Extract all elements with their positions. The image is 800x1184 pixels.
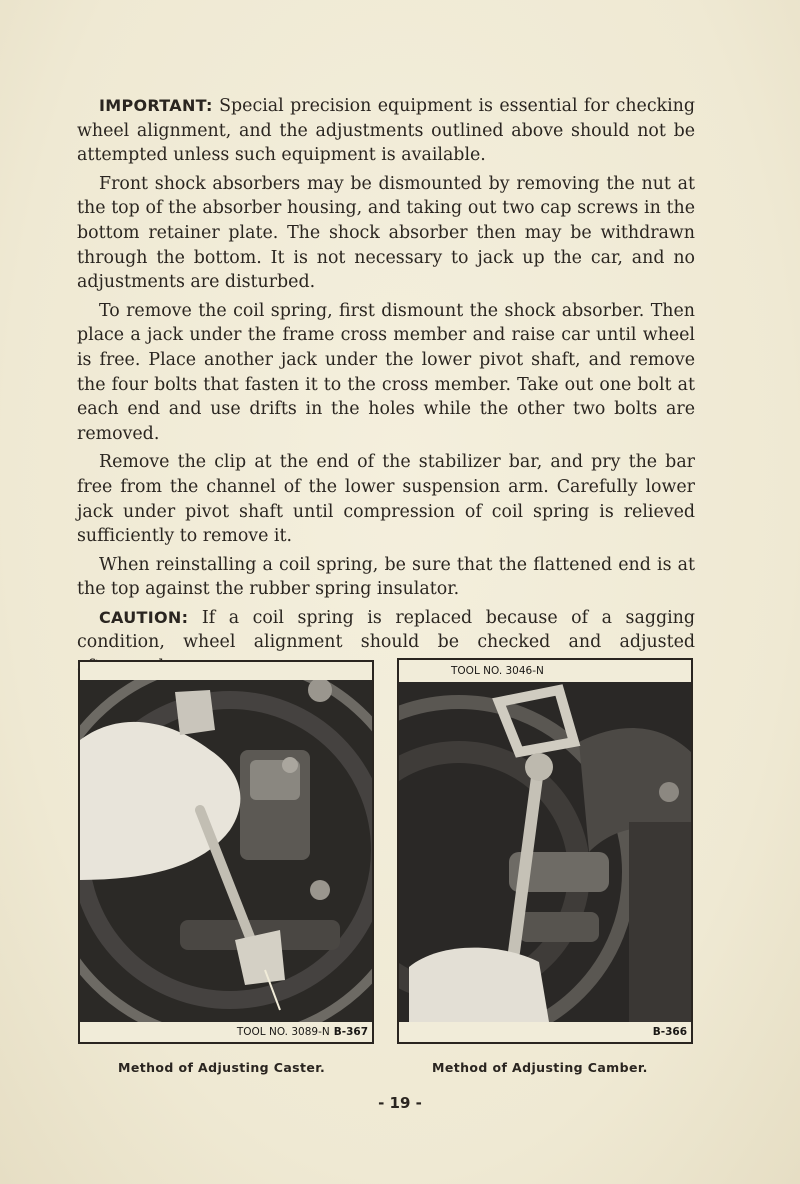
important-text: Special precision equipment is essential for checking wheel alignment, and the adjustments outlined above should not be attempted unless such equipment is available. [77, 96, 695, 166]
caster-caption: Method of Adjusting Caster. [118, 1060, 326, 1075]
important-label: IMPORTANT: [99, 96, 213, 115]
caster-illustration [80, 680, 372, 1022]
camber-caption: Method of Adjusting Camber. [432, 1060, 648, 1075]
caster-tool-label: TOOL NO. 3089-N [236, 1026, 330, 1038]
page-number: - 19 - [378, 1094, 422, 1112]
camber-figure-code: B-366 [652, 1026, 687, 1038]
paragraph-coil-spring-removal: To remove the coil spring, first dismount the shock absorber. Then place a jack under the frame cross member and raise car until wheel is free. Place another jack under the lower pivot shaft, and remove the four bolts that fasten it to the cross member. Take out one bolt at each end and use drifts in the holes while the other two bolts are removed. [77, 300, 695, 444]
caster-figure-code: B-367 [333, 1026, 368, 1038]
paragraph-shock-absorbers: Front shock absorbers may be dismounted by removing the nut at the top of the absorber housing, and taking out two cap screws in the bottom retainer plate. The shock absorber then may be withdrawn through the bottom. It is not necessary to jack up the car, and no adjustments are disturbed. [77, 173, 695, 293]
camber-photo [399, 682, 691, 1022]
camber-tool-label: TOOL NO. 3046-N [451, 665, 544, 677]
paragraph-stabilizer: Remove the clip at the end of the stabilizer bar, and pry the bar free from the channel of the lower suspension arm. Carefully lower jack under pivot shaft until compression of coil spring is relieved sufficiently to remove it. [77, 452, 695, 547]
figure-caster [78, 660, 374, 1044]
paragraph-important [77, 94, 695, 168]
figure-bottom-band [80, 1022, 372, 1042]
camber-illustration [399, 682, 691, 1022]
caution-label: CAUTION: [99, 607, 189, 627]
caster-photo [80, 680, 372, 1022]
figure-top-band [80, 662, 372, 680]
paragraph-reinstalling: When reinstalling a coil spring, be sure that the flattened end is at the top against the rubber spring insulator. [77, 554, 695, 600]
figure-camber [397, 658, 693, 1044]
body-text [77, 94, 695, 684]
figure-bottom-band [399, 1022, 691, 1042]
figure-top-band [399, 660, 691, 682]
caution-text: If a coil spring is replaced because of a sagging condition, wheel alignment should be checked and adjusted [77, 607, 695, 653]
